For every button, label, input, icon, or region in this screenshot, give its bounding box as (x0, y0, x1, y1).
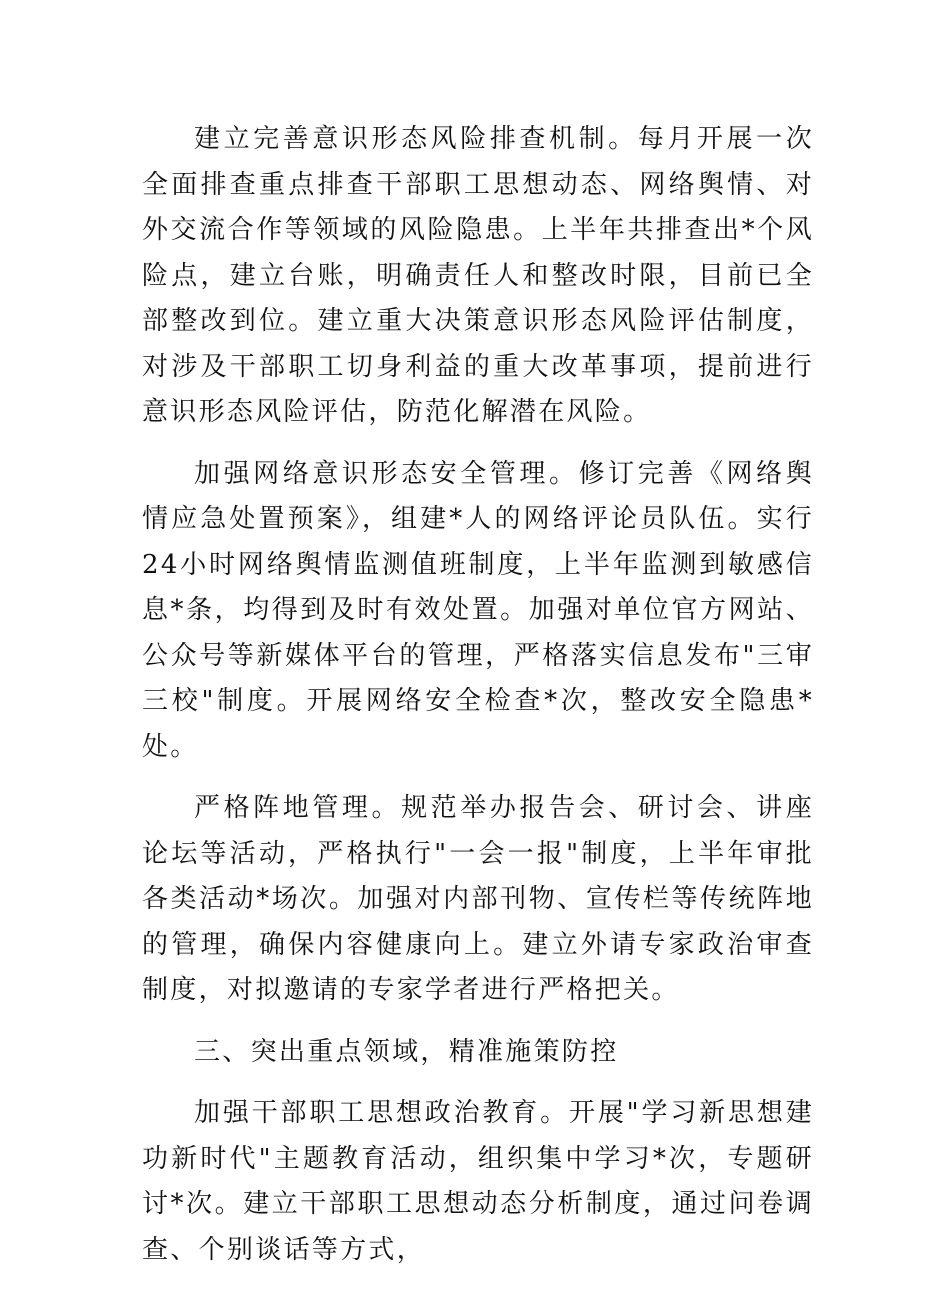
section-heading: 三、突出重点领域，精准施策防控 (194, 1036, 619, 1067)
paragraph-risk-screening: 建立完善意识形态风险排查机制。每月开展一次全面排查重点排查干部职工思想动态、网络舆情、对外交流合作等领域的风险隐患。上半年共排查出*个风险点，建立台账，明确责任人和整改时限，目前已全部整改到位。建立重大决策意识形态风险评估制度，对涉及干部职工切身利益的重大改革事项，提前进行意识形态风险评估，防范化解潜在风险。 (142, 124, 814, 427)
paragraph-ideological-education: 加强干部职工思想政治教育。开展"学习新思想建功新时代"主题教育活动，组织集中学习*次，专题研讨*次。建立干部职工思想动态分析制度，通过问卷调查、个别谈话等方式， (142, 1098, 814, 1265)
paragraph-position-management: 严格阵地管理。规范举办报告会、研讨会、讲座论坛等活动，严格执行"一会一报"制度，上半年审批各类活动*场次。加强对内部刊物、宣传栏等传统阵地的管理，确保内容健康向上。建立外请专家政治审查制度，对拟邀请的专家学者进行严格把关。 (142, 793, 814, 1005)
document-body (142, 117, 814, 1289)
paragraph-network-security: 加强网络意识形态安全管理。修订完善《网络舆情应急处置预案》，组建*人的网络评论员队伍。实行24小时网络舆情监测值班制度，上半年监测到敏感信息*条，均得到及时有效处置。加强对单位官方网站、公众号等新媒体平台的管理，严格落实信息发布"三审三校"制度。开展网络安全检查*次，整改安全隐患*处。 (142, 458, 814, 762)
